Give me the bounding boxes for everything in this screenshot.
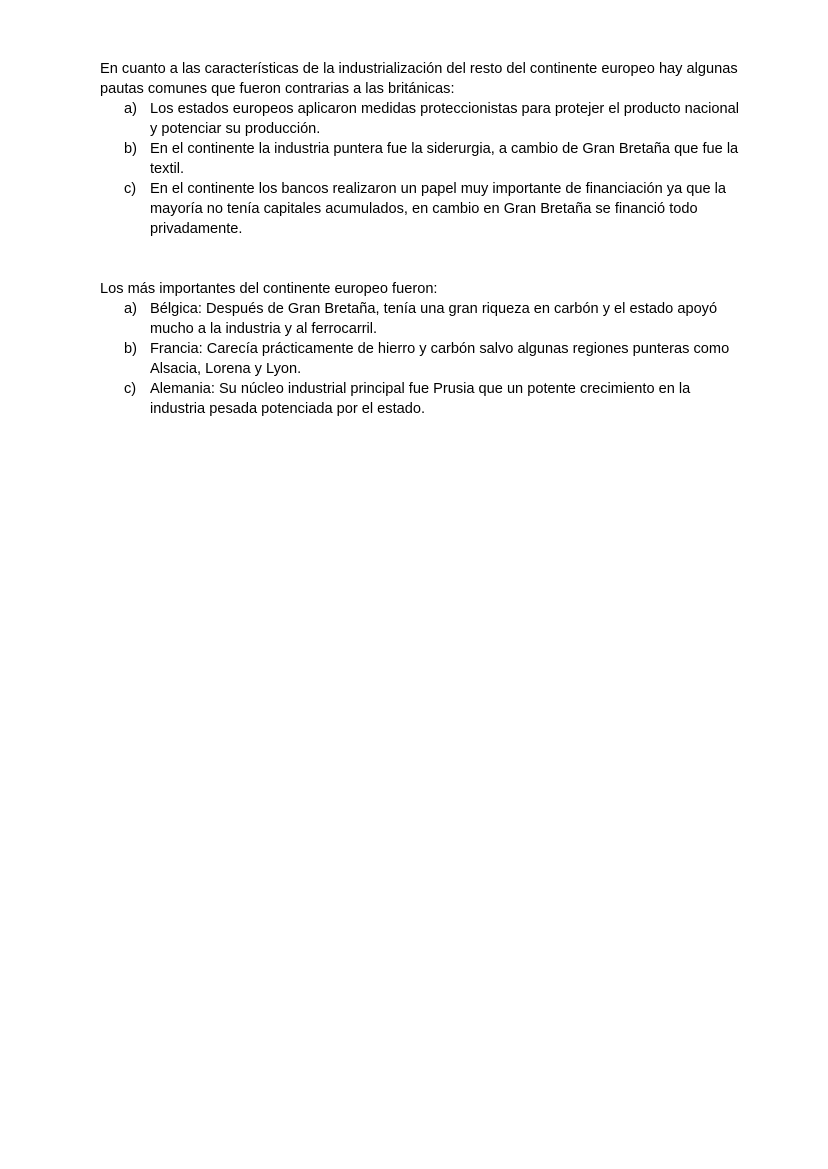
list-item (100, 99, 740, 139)
list-item (100, 339, 740, 379)
section1-intro: En cuanto a las características de la industrialización del resto del continente europeo hay algunas pautas comunes que fueron contrarias a las británicas: (100, 61, 738, 97)
list-item-text: Bélgica: Después de Gran Bretaña, tenía una gran riqueza en carbón y el estado apoyó mucho a la industria y al ferrocarril. (150, 301, 718, 337)
list-item (100, 299, 740, 339)
list-item-text: Alemania: Su núcleo industrial principal fue Prusia que un potente crecimiento en la industria pesada potenciada por el estado. (150, 381, 691, 417)
list-item (100, 179, 740, 239)
section2-list (100, 299, 740, 419)
list-item-text: En el continente los bancos realizaron un papel muy importante de financiación ya que la mayoría no tenía capitales acumulados, en cambio en Gran Bretaña se financió todo privadamente. (150, 181, 727, 237)
section2-intro: Los más importantes del continente europeo fueron: (100, 281, 438, 297)
list-marker: c) (124, 181, 137, 197)
list-marker: a) (124, 301, 137, 317)
list-item-text: Los estados europeos aplicaron medidas proteccionistas para protejer el producto nacional y potenciar su producción. (150, 101, 739, 137)
section-spacer (100, 239, 740, 279)
document-page (100, 59, 740, 419)
list-item-text: En el continente la industria puntera fue la siderurgia, a cambio de Gran Bretaña que fue la textil. (150, 141, 739, 177)
list-item (100, 139, 740, 179)
list-marker: a) (124, 101, 137, 117)
list-item-text: Francia: Carecía prácticamente de hierro y carbón salvo algunas regiones punteras como Alsacia, Lorena y Lyon. (150, 341, 730, 377)
list-marker: b) (124, 341, 137, 357)
list-marker: c) (124, 381, 137, 397)
list-marker: b) (124, 141, 137, 157)
list-item (100, 379, 740, 419)
section1-list (100, 99, 740, 239)
